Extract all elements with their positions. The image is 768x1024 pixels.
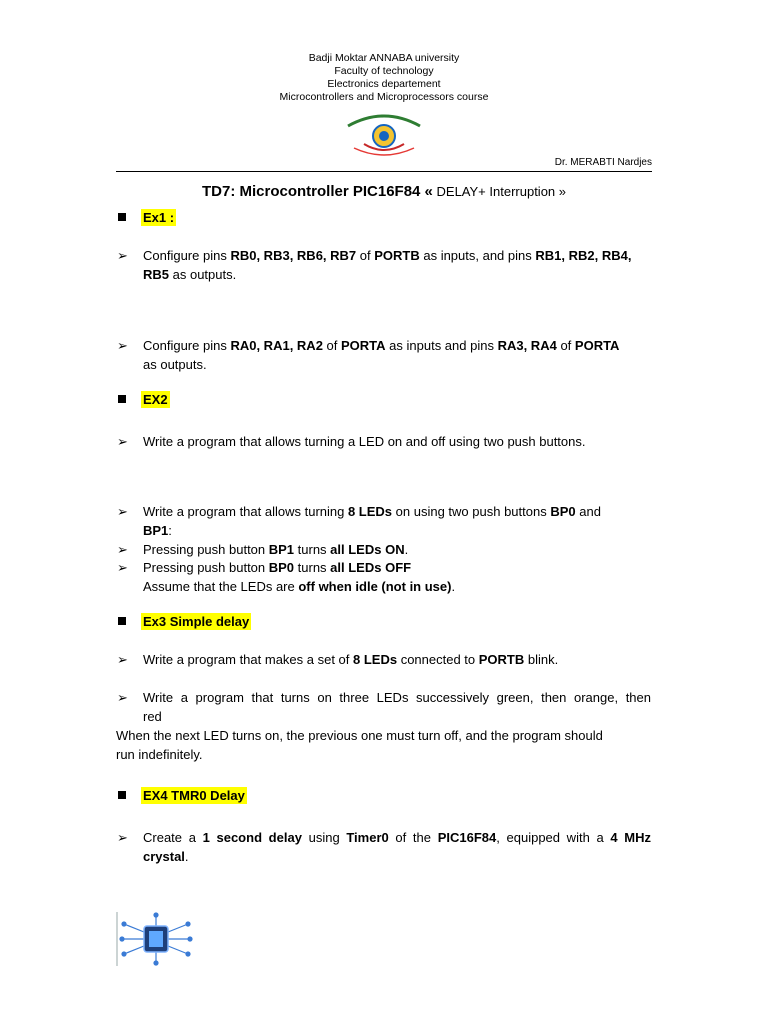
arrow-bullet-icon: ➢ — [117, 560, 128, 575]
square-bullet-icon — [118, 213, 126, 221]
university-name: Badji Moktar ANNABA university — [308, 52, 460, 64]
ex2-note: Assume that the LEDs are off when idle (not in use). — [143, 579, 456, 594]
ex1-item1-cont: RB5 as outputs. — [143, 267, 237, 282]
course-name: Microcontrollers and Microprocessors course — [279, 91, 489, 103]
teacher-name: Dr. MERABTI Nardjes — [554, 157, 652, 168]
ex1-item2: Configure pins RA0, RA1, RA2 of PORTA as inputs and pins RA3, RA4 of PORTA — [143, 338, 620, 353]
ex3-heading: Ex3 Simple delay — [143, 614, 250, 629]
arrow-bullet-icon: ➢ — [117, 652, 128, 667]
university-logo — [334, 108, 434, 160]
arrow-bullet-icon: ➢ — [117, 338, 128, 353]
ex1-item1: Configure pins RB0, RB3, RB6, RB7 of PORTB as inputs, and pins RB1, RB2, RB4, — [143, 248, 632, 263]
ex1-heading: Ex1 : — [143, 210, 175, 225]
microchip-icon — [116, 912, 196, 966]
ex3-item1: Write a program that makes a set of 8 LEDs connected to PORTB blink. — [143, 652, 559, 667]
ex1-item2-cont: as outputs. — [143, 357, 207, 372]
arrow-bullet-icon: ➢ — [117, 248, 128, 263]
arrow-bullet-icon: ➢ — [117, 504, 128, 519]
ex4-item1: Create a 1 second delay using Timer0 of the PIC16F84, equipped with a 4 MHz — [143, 830, 651, 845]
ex2-item2-cont: BP1: — [143, 523, 172, 538]
ex4-item1-cont: crystal. — [143, 849, 189, 864]
ex2-item3: Pressing push button BP1 turns all LEDs ON. — [143, 542, 409, 557]
ex2-heading: EX2 — [143, 392, 168, 407]
square-bullet-icon — [118, 617, 126, 625]
square-bullet-icon — [118, 395, 126, 403]
title-main: TD7: Microcontroller PIC16F84 « — [202, 183, 433, 200]
ex2-item4: Pressing push button BP0 turns all LEDs OFF — [143, 560, 412, 575]
ex3-note-line2: run indefinitely. — [116, 747, 203, 762]
ex3-note-line1: When the next LED turns on, the previous one must turn off, and the program should — [116, 728, 603, 743]
faculty-name: Faculty of technology — [334, 65, 434, 77]
department-name: Electronics departement — [327, 78, 441, 90]
ex3-item2: Write a program that turns on three LEDs successively green, then orange, then — [143, 690, 651, 705]
arrow-bullet-icon: ➢ — [117, 434, 128, 449]
ex2-item1: Write a program that allows turning a LED on and off using two push buttons. — [143, 434, 586, 449]
ex3-item2-cont: red — [143, 709, 162, 724]
ex2-item2: Write a program that allows turning 8 LEDs on using two push buttons BP0 and — [143, 504, 601, 519]
header-divider — [116, 171, 652, 172]
arrow-bullet-icon: ➢ — [117, 542, 128, 557]
ex4-heading: EX4 TMR0 Delay — [143, 788, 245, 803]
title-sub: DELAY+ Interruption » — [432, 184, 566, 199]
square-bullet-icon — [118, 791, 126, 799]
arrow-bullet-icon: ➢ — [117, 830, 128, 845]
arrow-bullet-icon: ➢ — [117, 690, 128, 705]
page-title — [0, 183, 768, 200]
